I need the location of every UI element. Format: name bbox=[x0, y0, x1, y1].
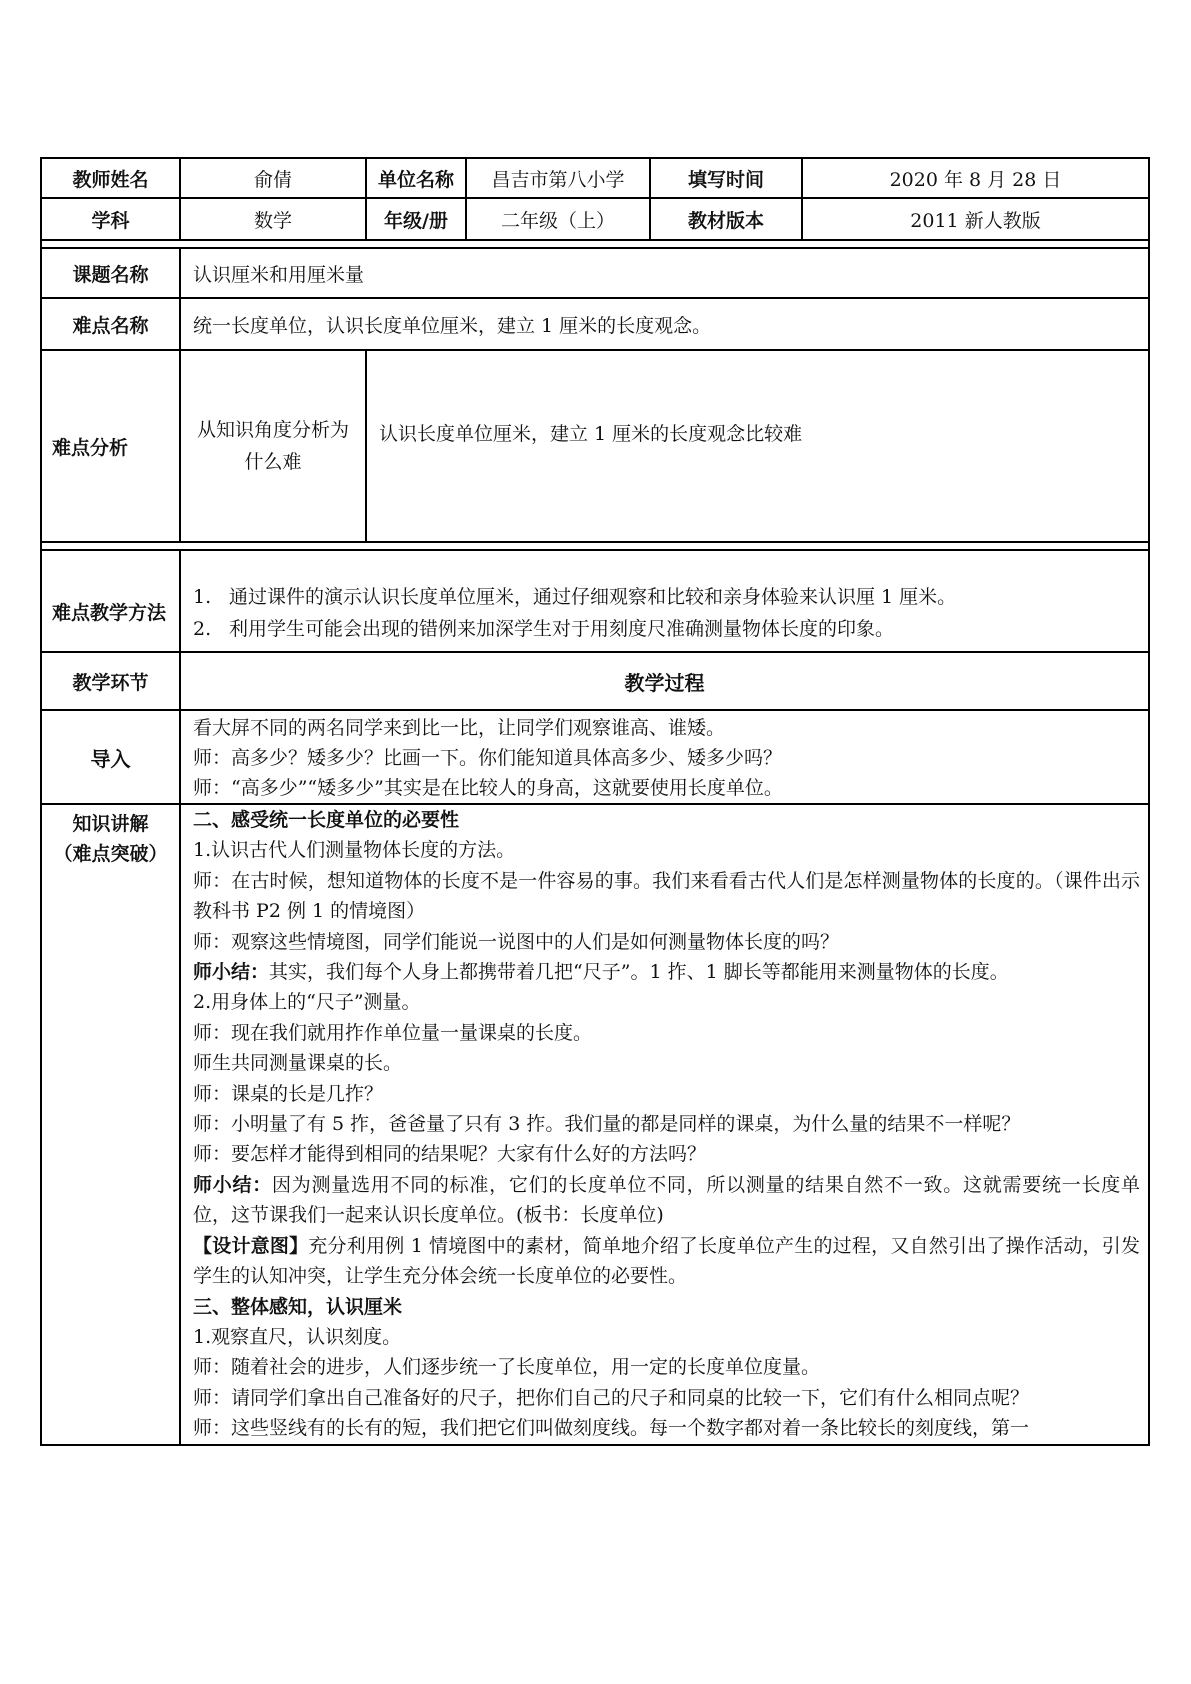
knowledge-label-line2: （难点突破） bbox=[53, 843, 168, 865]
method-label: 难点教学方法 bbox=[41, 550, 180, 652]
intro-line: 师：高多少？矮多少？比画一下。你们能知道具体高多少、矮多少吗？ bbox=[193, 747, 783, 769]
difficulty-row bbox=[41, 298, 1149, 350]
knowledge-line-text: 师生共同测量课桌的长。 bbox=[193, 1052, 403, 1075]
spacer-row bbox=[41, 240, 1149, 248]
header-row-1 bbox=[41, 158, 1149, 198]
knowledge-line-text: 师：现在我们就用拃作单位量一量课桌的长度。 bbox=[193, 1021, 593, 1044]
edition-value: 2011 新人教版 bbox=[802, 198, 1149, 240]
knowledge-line bbox=[193, 1048, 1140, 1078]
date-value: 2020 年 8 月 28 日 bbox=[802, 158, 1149, 198]
knowledge-line-text: 充分利用例 1 情境图中的素材，简单地介绍了长度单位产生的过程，又自然引出了操作活动，引发学生的认知冲突，让学生充分体会统一长度单位的必要性。 bbox=[193, 1234, 1140, 1288]
knowledge-line-text: 其实，我们每个人身上都携带着几把“尺子”。1 拃、1 脚长等都能用来测量物体的长度。 bbox=[269, 961, 1009, 984]
knowledge-line bbox=[193, 1018, 1140, 1048]
analysis-sub-label: 从知识角度分析为什么难 bbox=[181, 351, 367, 541]
topic-row bbox=[41, 248, 1149, 298]
knowledge-line-text: 师：小明量了有 5 拃，爸爸量了只有 3 拃。我们量的都是同样的课桌，为什么量的结果不一样呢？ bbox=[193, 1113, 1021, 1136]
knowledge-line-text: 师：随着社会的进步，人们逐步统一了长度单位，用一定的长度单位度量。 bbox=[193, 1356, 821, 1379]
knowledge-line-text: 1.观察直尺，认识刻度。 bbox=[193, 1325, 402, 1348]
method-item: 2. 利用学生可能会出现的错例来加深学生对于用刻度尺准确测量物体长度的印象。 bbox=[193, 618, 895, 640]
process-header-value: 教学过程 bbox=[180, 652, 1149, 710]
knowledge-line-text: 师：要怎样才能得到相同的结果呢？大家有什么好的方法吗？ bbox=[193, 1143, 707, 1166]
spacer-row-2 bbox=[41, 542, 1149, 550]
header-row-2 bbox=[41, 198, 1149, 240]
knowledge-line-text: 师：请同学们拿出自己准备好的尺子，把你们自己的尺子和同桌的比较一下，它们有什么相同点呢？ bbox=[193, 1386, 1030, 1409]
grade-value: 二年级（上） bbox=[466, 198, 650, 240]
knowledge-line bbox=[193, 1383, 1140, 1413]
knowledge-line-text: 师：课桌的长是几拃？ bbox=[193, 1082, 384, 1105]
knowledge-line-text: 因为测量选用不同的标准，它们的长度单位不同，所以测量的结果自然不一致。这就需要统一长度单位，这节课我们一起来认识长度单位。(板书：长度单位) bbox=[193, 1173, 1140, 1227]
knowledge-line bbox=[193, 1139, 1140, 1169]
difficulty-label: 难点名称 bbox=[41, 298, 180, 350]
knowledge-row bbox=[41, 804, 1149, 1445]
knowledge-line-emphasis: 二、感受统一长度单位的必要性 bbox=[193, 809, 460, 831]
knowledge-line bbox=[193, 805, 1140, 835]
unit-label: 单位名称 bbox=[366, 158, 466, 198]
topic-label: 课题名称 bbox=[41, 248, 180, 298]
knowledge-line-text: 师：这些竖线有的长有的短，我们把它们叫做刻度线。每一个数字都对着一条比较长的刻度线，第一 bbox=[193, 1417, 1030, 1440]
knowledge-line-text: 师：在古时候，想知道物体的长度不是一件容易的事。我们来看看古代人们是怎样测量物体的长度的。（课件出示教科书 P2 例 1 的情境图） bbox=[193, 869, 1140, 923]
knowledge-line bbox=[193, 866, 1140, 927]
knowledge-line bbox=[193, 1292, 1140, 1322]
analysis-row bbox=[41, 350, 1149, 542]
subject-value: 数学 bbox=[180, 198, 366, 240]
analysis-label: 难点分析 bbox=[41, 350, 180, 542]
knowledge-line-emphasis: 【设计意图】 bbox=[193, 1234, 309, 1257]
knowledge-line bbox=[193, 1231, 1140, 1292]
process-header-label: 教学环节 bbox=[41, 652, 180, 710]
knowledge-line bbox=[193, 1322, 1140, 1352]
knowledge-line bbox=[193, 1170, 1140, 1231]
intro-row bbox=[41, 710, 1149, 804]
method-item: 1. 通过课件的演示认识长度单位厘米，通过仔细观察和比较和亲身体验来认识厘 1 厘米。 bbox=[193, 586, 957, 608]
knowledge-line bbox=[193, 1352, 1140, 1382]
knowledge-line-emphasis: 师小结： bbox=[193, 961, 270, 984]
analysis-value: 认识长度单位厘米，建立 1 厘米的长度观念比较难 bbox=[379, 423, 803, 445]
knowledge-line-text: 2.用身体上的“尺子”测量。 bbox=[193, 991, 421, 1014]
process-header-row bbox=[41, 652, 1149, 710]
knowledge-line-emphasis: 师小结： bbox=[193, 1173, 272, 1196]
knowledge-line bbox=[193, 927, 1140, 957]
lesson-plan-sheet bbox=[40, 157, 1148, 1446]
knowledge-line bbox=[193, 957, 1140, 987]
edition-label: 教材版本 bbox=[650, 198, 802, 240]
intro-label: 导入 bbox=[41, 710, 180, 804]
knowledge-line-text: 1.认识古代人们测量物体长度的方法。 bbox=[193, 839, 516, 862]
intro-line: 师：“高多少”“矮多少”其实是在比较人的身高，这就要使用长度单位。 bbox=[193, 777, 783, 799]
knowledge-line bbox=[193, 1109, 1140, 1139]
knowledge-label-line1: 知识讲解 bbox=[72, 813, 149, 835]
knowledge-line-text: 师：观察这些情境图，同学们能说一说图中的人们是如何测量物体长度的吗？ bbox=[193, 930, 840, 953]
topic-value: 认识厘米和用厘米量 bbox=[180, 248, 1149, 298]
teacher-label: 教师姓名 bbox=[41, 158, 180, 198]
knowledge-line bbox=[193, 1413, 1140, 1443]
unit-value: 昌吉市第八小学 bbox=[466, 158, 650, 198]
method-row bbox=[41, 550, 1149, 652]
knowledge-line bbox=[193, 1079, 1140, 1109]
intro-line: 看大屏不同的两名同学来到比一比，让同学们观察谁高、谁矮。 bbox=[193, 717, 726, 739]
knowledge-line-emphasis: 三、整体感知，认识厘米 bbox=[193, 1295, 403, 1318]
subject-label: 学科 bbox=[41, 198, 180, 240]
knowledge-line bbox=[193, 835, 1140, 865]
knowledge-line bbox=[193, 987, 1140, 1017]
date-label: 填写时间 bbox=[650, 158, 802, 198]
lesson-plan-table bbox=[40, 157, 1150, 1446]
difficulty-value: 统一长度单位，认识长度单位厘米，建立 1 厘米的长度观念。 bbox=[180, 298, 1149, 350]
teacher-value: 俞倩 bbox=[180, 158, 366, 198]
grade-label: 年级/册 bbox=[366, 198, 466, 240]
